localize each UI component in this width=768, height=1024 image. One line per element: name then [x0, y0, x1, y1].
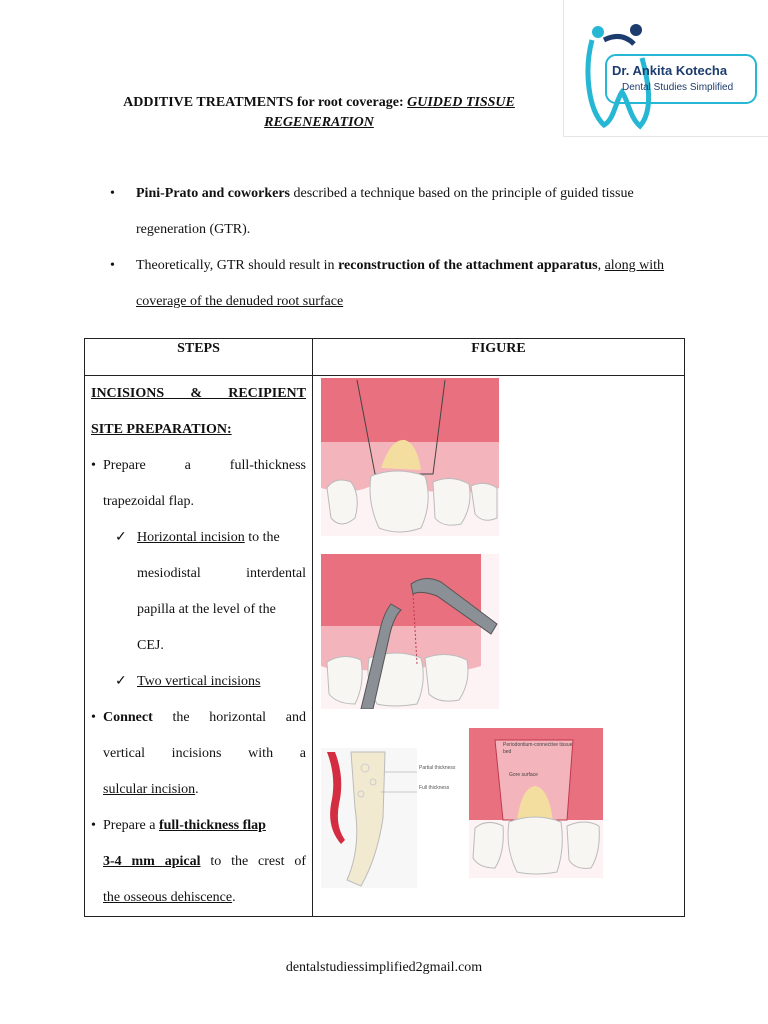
step-line	[91, 448, 306, 484]
step-text: .	[232, 890, 236, 905]
step-text: to the	[244, 530, 280, 545]
column-header-figure: FIGURE	[313, 339, 685, 376]
flap-thickness-cross-section	[321, 748, 417, 888]
check-line	[91, 520, 306, 556]
table-row	[85, 376, 685, 917]
figure-label-partial: Partial thickness	[419, 765, 456, 771]
checkmark-icon: ✓	[115, 674, 127, 689]
column-header-steps: STEPS	[85, 339, 313, 376]
steps-cell	[85, 376, 313, 917]
bullet-bold: Pini-Prato and coworkers	[136, 186, 290, 201]
page-title	[84, 93, 554, 133]
step-text: to the crest of	[200, 854, 306, 869]
section-heading: SITE PREPARATION:	[91, 422, 232, 437]
bullet-dot-icon: •	[110, 258, 115, 273]
title-emphasis-2: REGENERATION	[264, 115, 374, 130]
bullet-dot-icon: •	[91, 458, 96, 473]
figure-label-full: Full thickness	[419, 785, 450, 791]
bullet-dot-icon: •	[110, 186, 115, 201]
step-line	[91, 772, 306, 808]
bullet-text: Theoretically, GTR should result in	[136, 258, 339, 273]
step-text: trapezoidal flap.	[103, 494, 194, 509]
step-line	[91, 736, 306, 772]
bullet-dot-icon: •	[91, 710, 96, 725]
title-prefix: ADDITIVE TREATMENTS for root coverage:	[123, 95, 404, 110]
steps-table	[84, 338, 685, 917]
logo-name: Dr. Ankita Kotecha	[612, 63, 728, 78]
step-line	[91, 880, 306, 916]
bullet-item	[110, 248, 685, 320]
step-text-bold-underlined: full-thickness flap	[158, 818, 266, 833]
step-text-underlined: sulcular incision	[103, 782, 196, 797]
step-text: papilla at the level of the	[137, 602, 276, 617]
figure-label-periodontal: Periodontium-connective tissue bed	[503, 742, 573, 755]
step-text: Prepare a	[103, 818, 159, 833]
step-text-bold: Connect	[103, 710, 153, 725]
bullet-text: described a technique based on the principle of guided tissue regeneration (GTR).	[136, 186, 634, 237]
bullet-underlined: along with coverage of the denuded root surface	[136, 258, 665, 309]
step-text: the horizontal and	[152, 710, 306, 725]
check-line	[91, 664, 306, 700]
section-heading: INCISIONS & RECIPIENT	[91, 386, 306, 401]
step-text-underlined: Horizontal incision	[137, 530, 245, 545]
check-line	[91, 628, 306, 664]
logo-tagline: Dental Studies Simplified	[622, 82, 734, 93]
figure-cell	[313, 376, 685, 917]
trapezoidal-flap-illustration	[321, 378, 499, 536]
bullet-bold: reconstruction of the attachment apparatus	[338, 258, 598, 273]
incision-instrument-illustration	[321, 554, 499, 709]
intro-bullets	[110, 176, 685, 320]
step-text-underlined: the osseous dehiscence	[103, 890, 233, 905]
step-line	[91, 808, 306, 844]
step-line	[91, 700, 306, 736]
step-text: .	[195, 782, 199, 797]
step-line	[91, 484, 306, 520]
checkmark-icon: ✓	[115, 530, 127, 545]
step-text-underlined: Two vertical incisions	[137, 674, 261, 689]
step-text: CEJ.	[137, 638, 164, 653]
check-line	[91, 556, 306, 592]
bullet-dot-icon: •	[91, 818, 96, 833]
bullet-item	[110, 176, 685, 248]
figure-label-root: Gore surface	[509, 772, 538, 778]
title-emphasis-1: GUIDED TISSUE	[407, 95, 515, 110]
step-text: mesiodistal interdental	[137, 566, 306, 581]
step-line	[91, 844, 306, 880]
step-text-bold-underlined: 3-4 mm apical	[103, 854, 201, 869]
table-header-row	[85, 339, 685, 376]
check-line	[91, 592, 306, 628]
step-text: Prepare a full-thickness	[103, 458, 306, 473]
bullet-text: ,	[597, 258, 605, 273]
footer-email: dentalstudiessimplified2gmail.com	[285, 960, 483, 975]
step-text: vertical incisions with a	[103, 746, 306, 761]
